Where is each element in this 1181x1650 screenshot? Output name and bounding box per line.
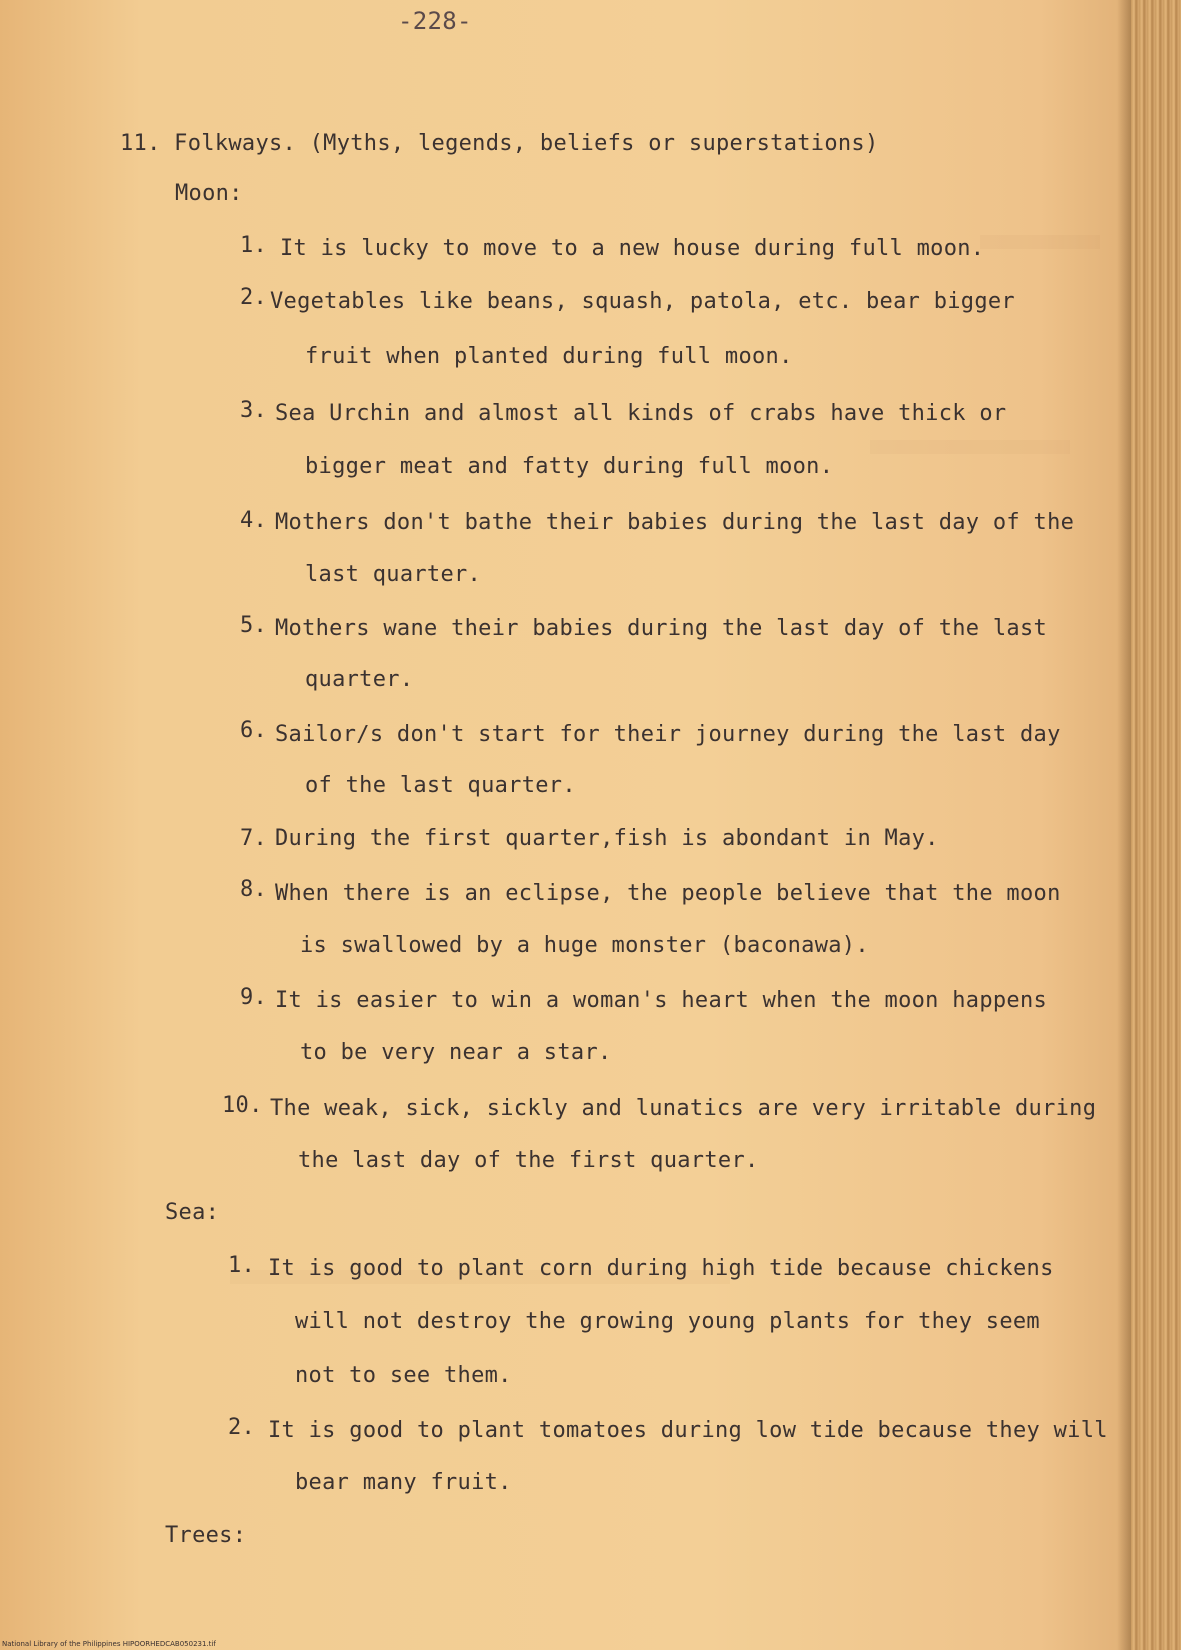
- list-item-text: It is good to plant corn during high tide because chickens: [268, 1256, 1054, 1281]
- list-item-text: It is lucky to move to a new house during full moon.: [280, 236, 985, 261]
- sea-label: Sea:: [165, 1200, 220, 1225]
- archive-footer: National Library of the Philippines HIPOORHEDCAB050231.tif: [2, 1640, 216, 1648]
- list-item-text: to be very near a star.: [300, 1040, 612, 1065]
- list-item-number: 2.: [228, 1415, 256, 1440]
- list-item-text: When there is an eclipse, the people believe that the moon: [275, 881, 1061, 906]
- list-item-number: 2.: [240, 285, 268, 310]
- list-item-text: will not destroy the growing young plants for they seem: [295, 1309, 1040, 1334]
- list-item-text: not to see them.: [295, 1363, 512, 1388]
- list-item-text: the last day of the first quarter.: [298, 1148, 759, 1173]
- page-gutter-shadow: [1117, 0, 1131, 1650]
- list-item-text: During the first quarter,fish is abondant in May.: [275, 826, 939, 851]
- list-item-text: Mothers wane their babies during the last day of the last: [275, 616, 1048, 641]
- list-item-text: It is easier to win a woman's heart when the moon happens: [275, 988, 1048, 1013]
- list-item-text: bear many fruit.: [295, 1470, 512, 1495]
- list-item-text: It is good to plant tomatoes during low tide because they will: [268, 1418, 1108, 1443]
- list-item-number: 1.: [240, 233, 268, 258]
- list-item-text: last quarter.: [305, 562, 482, 587]
- list-item-number: 6.: [240, 718, 268, 743]
- bleed-through: [870, 440, 1070, 454]
- list-item-text: Sailor∕s don't start for their journey during the last day: [275, 722, 1061, 747]
- list-item-text: Mothers don't bathe their babies during the last day of the: [275, 510, 1075, 535]
- list-item-text: is swallowed by a huge monster (baconawa).: [300, 933, 869, 958]
- page-edge-stack: [1131, 0, 1181, 1650]
- list-item-number: 10.: [222, 1093, 263, 1118]
- list-item-number: 1.: [228, 1253, 256, 1278]
- list-item-text: Sea Urchin and almost all kinds of crabs have thick or: [275, 401, 1007, 426]
- list-item-text: fruit when planted during full moon.: [305, 344, 793, 369]
- list-item-number: 4.: [240, 508, 268, 533]
- list-item-text: Vegetables like beans, squash, patola, etc. bear bigger: [270, 289, 1015, 314]
- section-heading: 11. Folkways. (Myths, legends, beliefs or superstations): [120, 131, 879, 156]
- list-item-number: 7.: [240, 826, 268, 851]
- list-item-text: quarter.: [305, 667, 414, 692]
- page-number: -228-: [398, 7, 472, 35]
- list-item-text: bigger meat and fatty during full moon.: [305, 454, 834, 479]
- list-item-number: 5.: [240, 613, 268, 638]
- list-item-number: 8.: [240, 877, 268, 902]
- trees-label: Trees:: [165, 1523, 247, 1548]
- list-item-number: 9.: [240, 985, 268, 1010]
- list-item-text: The weak, sick, sickly and lunatics are very irritable during: [270, 1096, 1097, 1121]
- moon-label: Moon:: [175, 181, 243, 206]
- bleed-through: [980, 235, 1100, 249]
- list-item-number: 3.: [240, 398, 268, 423]
- list-item-text: of the last quarter.: [305, 773, 576, 798]
